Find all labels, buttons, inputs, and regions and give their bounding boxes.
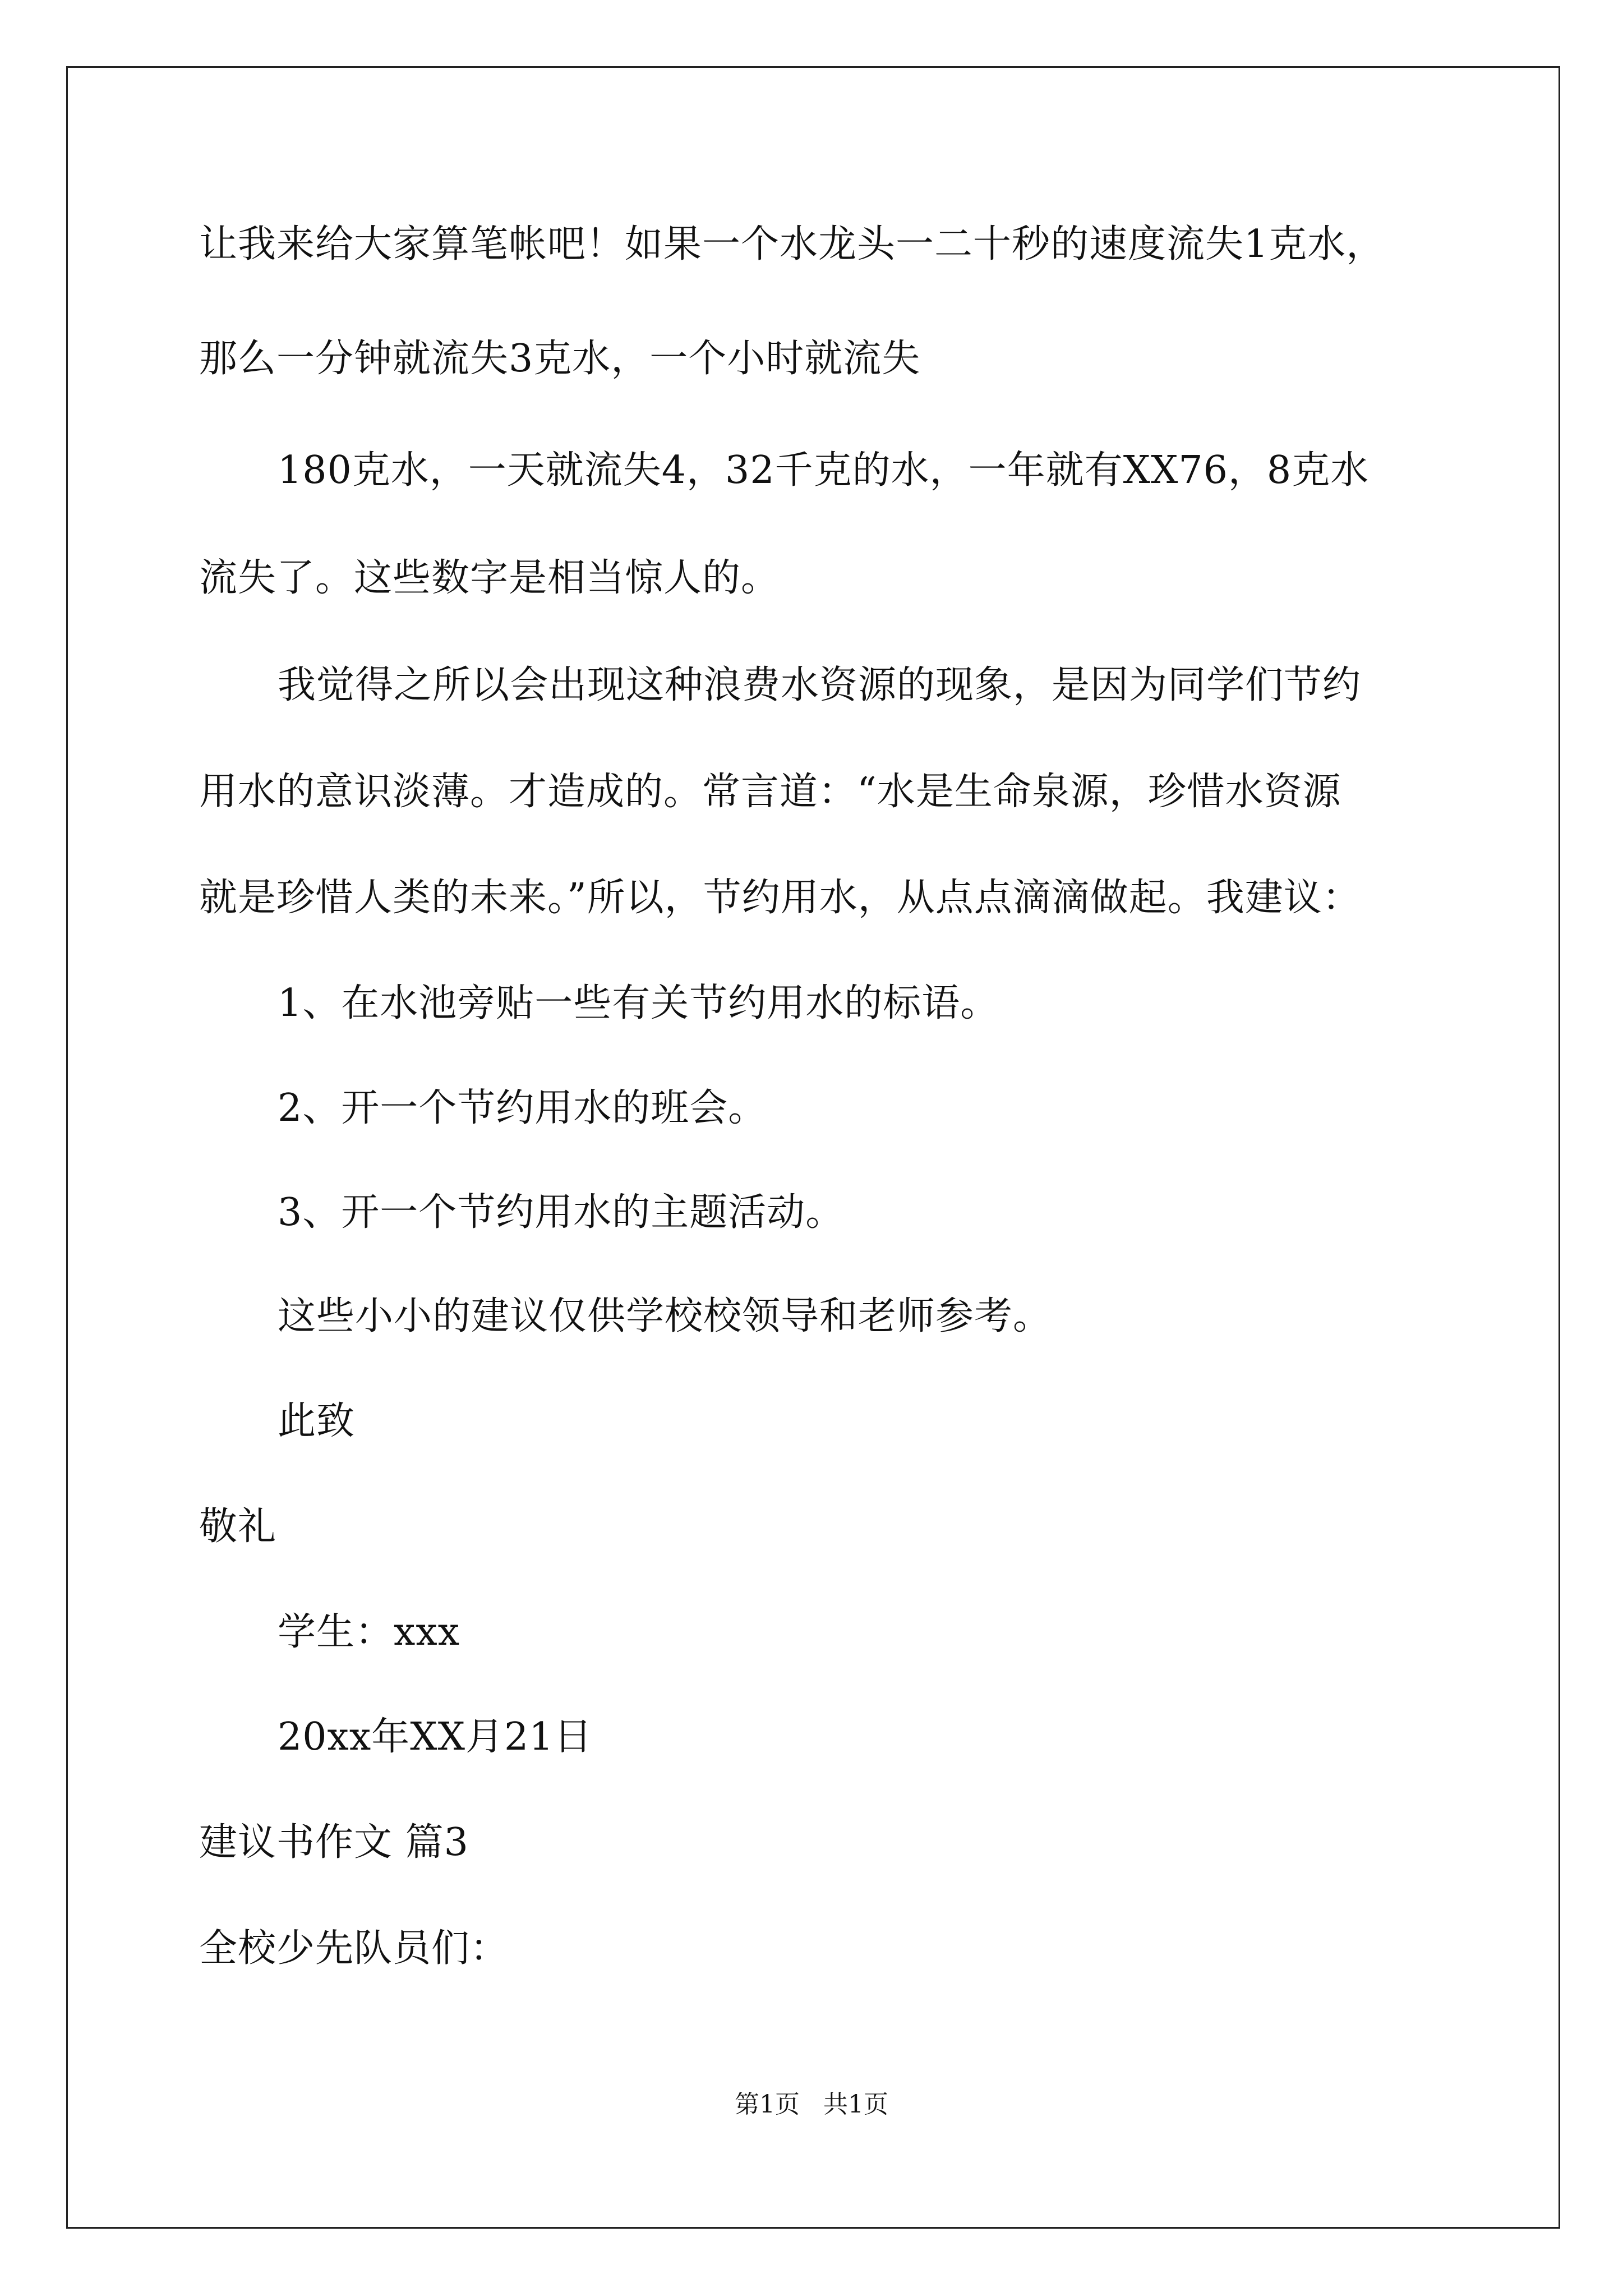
page-footer: 第1页 共1页 xyxy=(735,2090,888,2119)
signature-line: 学生：xxx xyxy=(278,1610,460,1654)
text-line: 用水的意识淡薄。才造成的。常言道：“水是生命泉源，珍惜水资源 xyxy=(199,770,1341,814)
section-heading: 建议书作文 篇3 xyxy=(199,1820,469,1865)
text-line: 180克水，一天就流失4，32千克的水，一年就有XX76，8克水 xyxy=(278,448,1370,493)
date-line: 20xx年XX月21日 xyxy=(278,1715,593,1759)
text-line: 这些小小的建议仅供学校校领导和老师参考。 xyxy=(278,1294,1052,1338)
text-line: 那么一分钟就流失3克水，一个小时就流失 xyxy=(199,337,921,381)
list-item: 3、开一个节约用水的主题活动。 xyxy=(278,1190,845,1235)
greeting-line: 全校少先队员们： xyxy=(199,1926,509,1971)
list-item: 1、在水池旁贴一些有关节约用水的标语。 xyxy=(278,981,999,1025)
list-item: 2、开一个节约用水的班会。 xyxy=(278,1086,767,1130)
text-line: 就是珍惜人类的未来。”所以，节约用水，从点点滴滴做起。我建议： xyxy=(199,876,1361,920)
text-line: 我觉得之所以会出现这种浪费水资源的现象，是因为同学们节约 xyxy=(278,663,1362,707)
page-border xyxy=(66,66,1560,2229)
closing-line: 此致 xyxy=(278,1399,356,1443)
closing-salutation: 敬礼 xyxy=(199,1504,277,1549)
text-line: 让我来给大家算笔帐吧！如果一个水龙头一二十秒的速度流失1克水， xyxy=(199,222,1385,266)
text-line: 流失了。这些数字是相当惊人的。 xyxy=(199,556,780,600)
